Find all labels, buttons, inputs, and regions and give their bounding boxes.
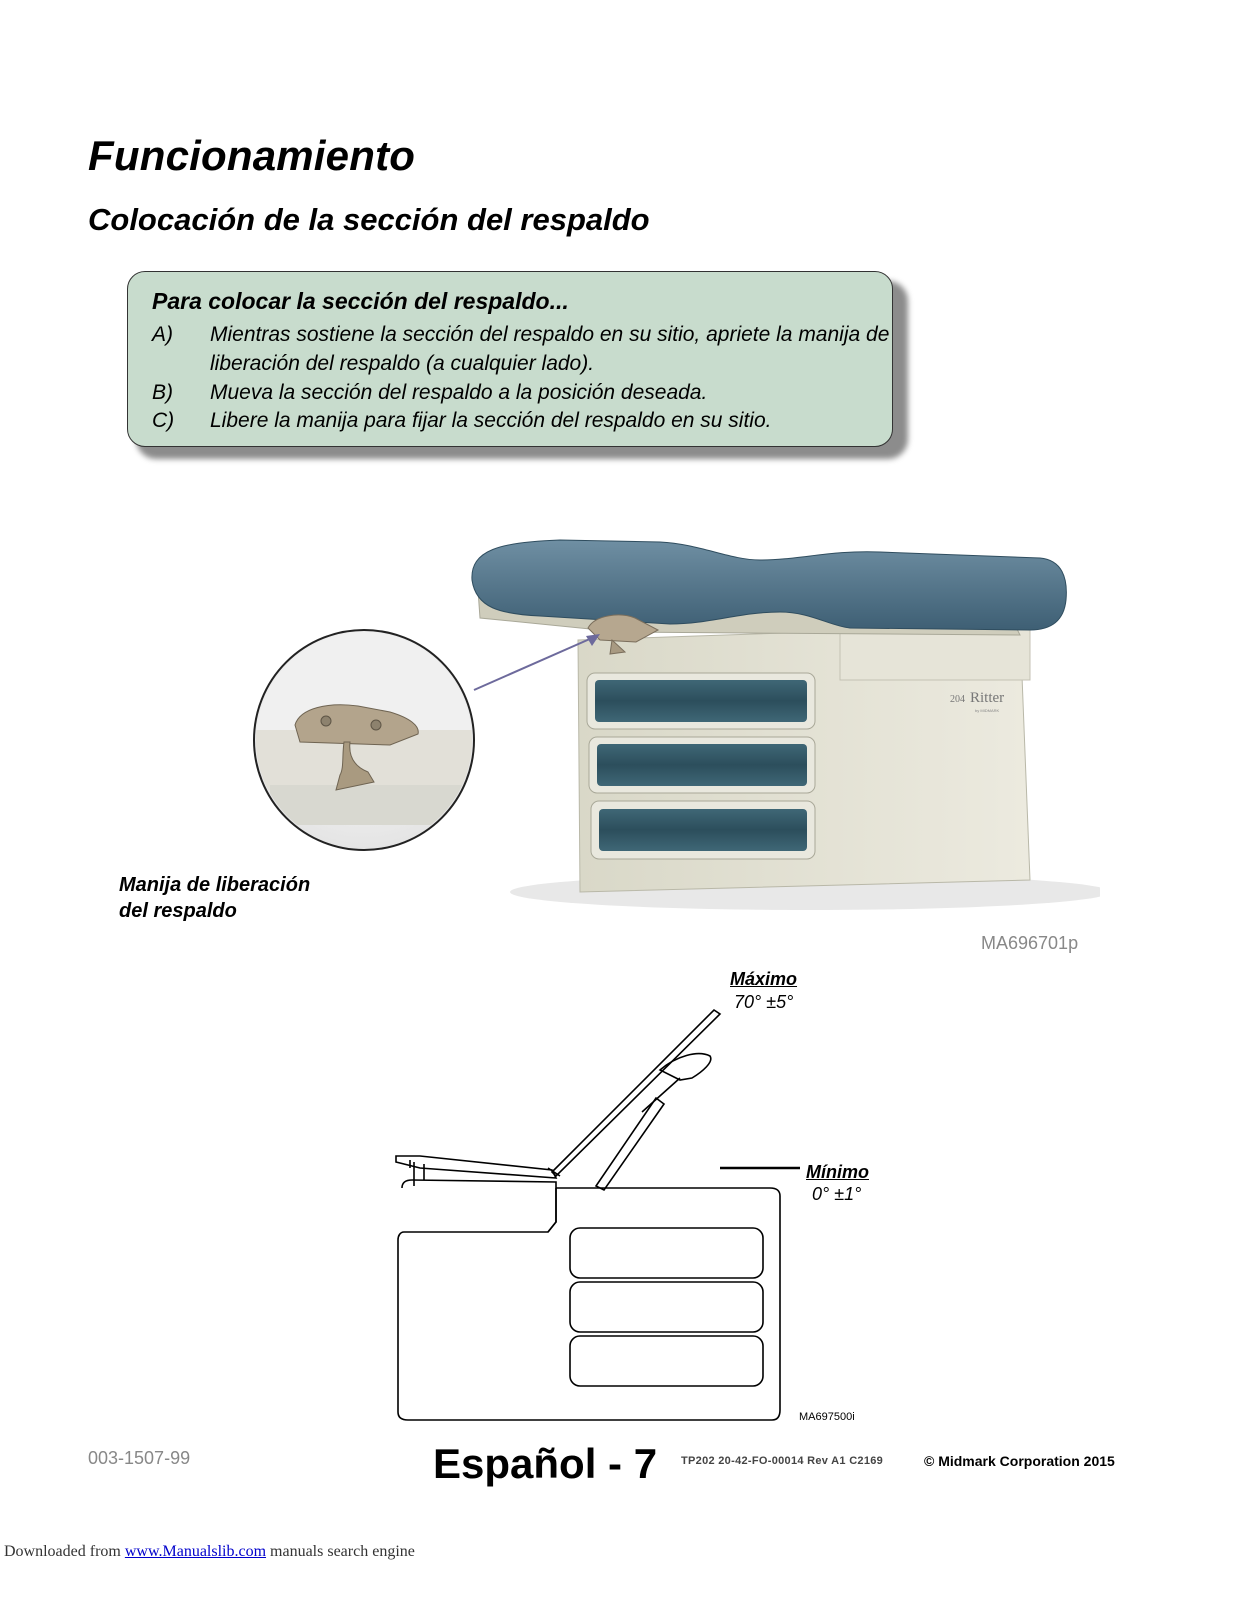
download-prefix: Downloaded from [4, 1543, 125, 1560]
page-number-label: Español - 7 [433, 1440, 658, 1487]
diagram-drawer [570, 1282, 763, 1332]
download-suffix: manuals search engine [266, 1543, 415, 1560]
step-letter: A) [152, 323, 173, 346]
diagram-hinge [548, 1078, 680, 1176]
step-text: Libere la manija para fijar la sección del respaldo en su sitio. [210, 409, 772, 432]
page-title: Funcionamiento [88, 132, 416, 179]
photo-caption [119, 872, 379, 924]
min-label: Mínimo [806, 1162, 869, 1182]
pointer-arrow [474, 638, 592, 690]
diagram-foot-section [396, 1156, 556, 1178]
step-letter: C) [152, 409, 175, 432]
brand-by: by MIDMARK [975, 708, 1000, 713]
copyright: © Midmark Corporation 2015 [924, 1453, 1115, 1469]
caption-line-2: del respaldo [119, 900, 237, 922]
manualslib-link[interactable]: www.Manualslib.com [124, 1543, 267, 1560]
min-value: 0° ±1° [812, 1184, 862, 1204]
document-code: TP202 20-42-FO-00014 Rev A1 C2169 [681, 1455, 884, 1467]
brand-name: Ritter [970, 690, 1005, 706]
diagram-foot-bracket [410, 1160, 424, 1186]
exam-table-photo [240, 520, 1100, 920]
diagram-gas-spring [596, 1098, 664, 1190]
brand-model: 204 [950, 694, 965, 705]
diagram-drawer [570, 1336, 763, 1386]
diagram-cabinet-top [548, 1188, 556, 1232]
diagram-drawer [570, 1228, 763, 1278]
instruction-box [127, 271, 893, 447]
magnified-detail [250, 630, 480, 825]
part-number: 003-1507-99 [88, 1448, 191, 1468]
max-value: 70° ±5° [734, 992, 794, 1012]
drawer-stack [587, 673, 815, 859]
step-text: Mientras sostiene la sección del respaldo en su sitio, apriete la manija de liberación del respaldo (a cualquier lado). [210, 323, 890, 375]
step-letter: B) [152, 381, 173, 404]
max-label: Máximo [730, 969, 798, 989]
download-bar [4, 1543, 415, 1561]
photo-ref-code: MA696701p [981, 933, 1079, 953]
section-subtitle: Colocación de la sección del respaldo [88, 202, 650, 237]
backrest-angle-diagram [380, 1000, 880, 1430]
diagram-cabinet [398, 1180, 780, 1420]
diagram-ref-code: MA697500i [799, 1411, 855, 1423]
instruction-heading: Para colocar la sección del respaldo... [152, 288, 569, 314]
diagram-backrest-max [552, 1010, 720, 1176]
caption-line-1: Manija de liberación [119, 874, 311, 896]
step-text: Mueva la sección del respaldo a la posición deseada. [210, 381, 708, 404]
